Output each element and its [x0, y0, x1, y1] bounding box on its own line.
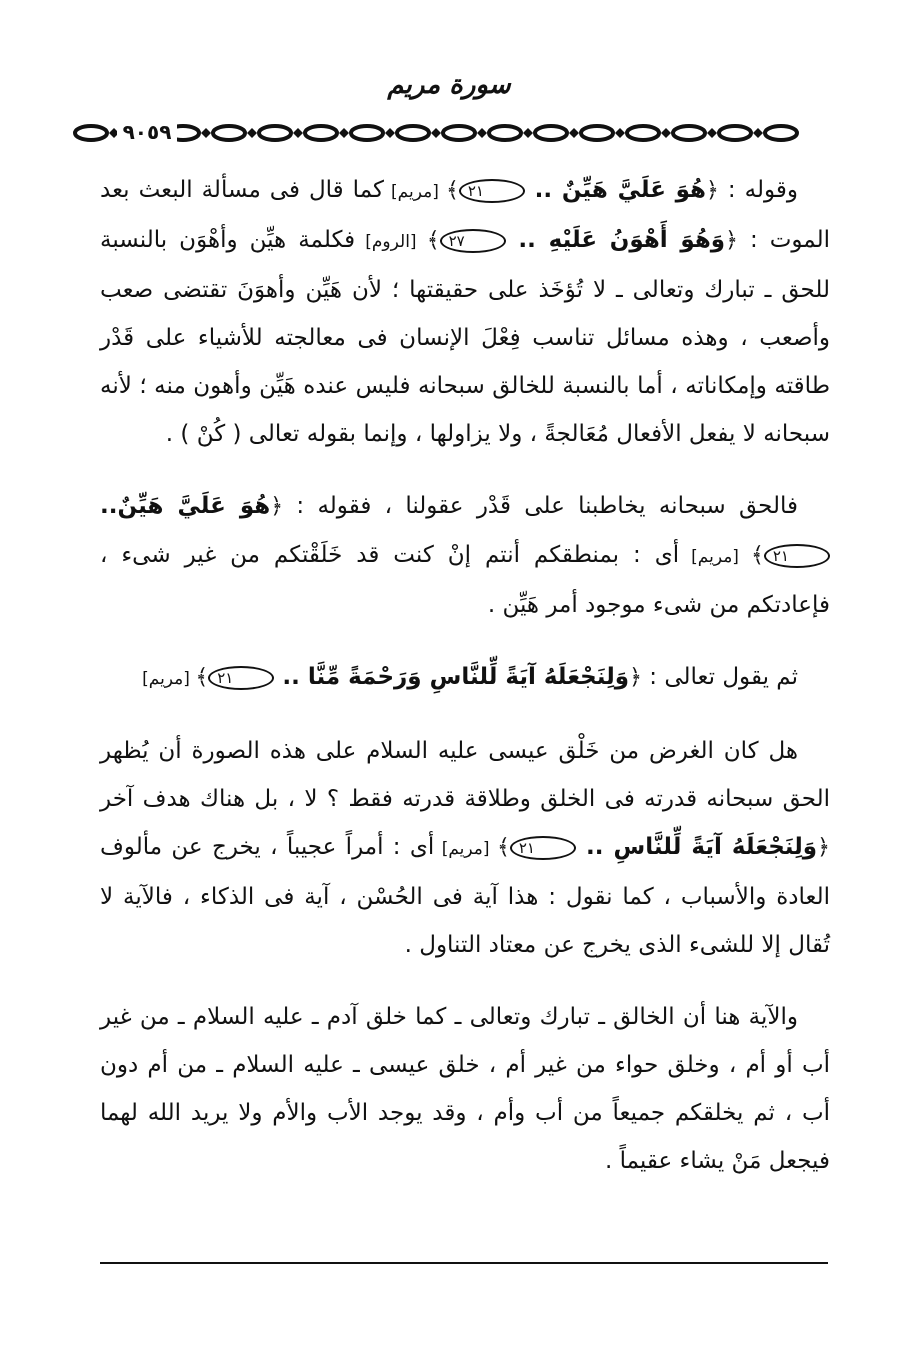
ornament-oval — [259, 126, 291, 140]
verse-bracket: ﴿ — [270, 494, 284, 519]
paragraph — [100, 653, 830, 703]
quran-verse: وَهُوَ أَهْوَنُ عَلَيْهِ .. — [505, 227, 726, 253]
text-segment: أى : أمراً عجيباً ، يخرج عن مألوف العادة والأسباب ، كما نقول : هذا آية فى الحُسْن ، آية فى الذكاء ، فالآية لا تُقال إلا للشىء الذى يخرج عن معتاد التناول . — [100, 834, 830, 958]
verse-bracket: ﴿ — [725, 228, 738, 253]
ornament-diamond — [661, 128, 671, 138]
ornament-oval — [305, 126, 337, 140]
ornament-diamond — [339, 128, 349, 138]
verse-bracket: ﴿ — [629, 665, 642, 690]
text-segment: أى : بمنطقكم أنتم إنْ كنت قد خَلَقْتكم من غير شىء ، فإعادتكم من شىء موجود أمر هَيِّن . — [100, 542, 830, 618]
verse-bracket: ﴾ — [750, 543, 764, 568]
surah-reference: [الروم] — [355, 232, 427, 252]
quran-verse: هُوَ عَلَيَّ هَيِّنٌ .. — [524, 177, 707, 203]
ornament-diamond — [477, 128, 487, 138]
ornament-diamond — [293, 128, 303, 138]
paragraph — [100, 993, 830, 1185]
verse-number: ٢١ — [208, 666, 274, 690]
text-segment: هل كان الغرض من خَلْق عيسى عليه السلام على هذه الصورة أن يُظهر الحق سبحانه قدرته فى الخلق وطلاقة قدرته فقط ؟ لا ، بل هناك هدف آخر — [100, 738, 830, 812]
verse-bracket: ﴿ — [817, 835, 830, 860]
page-number: ٩٠٥٩ — [117, 117, 177, 147]
ornament-oval — [213, 126, 245, 140]
body-text — [100, 166, 830, 1185]
footer-rule — [100, 1262, 828, 1264]
ornament-oval — [351, 126, 383, 140]
ornament-oval — [75, 126, 107, 140]
paragraph — [100, 482, 830, 629]
quran-verse: وَلِنَجْعَلَهُ آيَةً لِّلنَّاسِ وَرَحْمَةً مِّنَّا .. — [274, 664, 630, 690]
verse-number: ٢١ — [510, 836, 576, 860]
verse-number: ٢١ — [459, 179, 525, 203]
ornament-diamond — [707, 128, 717, 138]
ornament-diamond — [753, 128, 763, 138]
surah-reference: [مريم] — [142, 669, 196, 689]
ornament-diamond — [523, 128, 533, 138]
text-segment: وقوله : — [718, 177, 798, 203]
ornament-oval — [719, 126, 751, 140]
verse-bracket: ﴾ — [445, 178, 459, 203]
ornamental-border — [72, 120, 842, 146]
ornament-oval — [443, 126, 475, 140]
paragraph — [100, 166, 830, 458]
verse-bracket: ﴾ — [426, 228, 440, 253]
surah-reference: [مريم] — [434, 839, 497, 859]
verse-bracket: ﴾ — [496, 835, 510, 860]
ornament-diamond — [247, 128, 257, 138]
quran-verse: هُوَ عَلَيَّ هَيِّنٌ.. — [100, 493, 271, 519]
ornament-oval — [673, 126, 705, 140]
verse-bracket: ﴿ — [706, 178, 719, 203]
verse-number: ٢١ — [764, 544, 830, 568]
surah-reference: [مريم] — [679, 547, 751, 567]
text-segment: فالحق سبحانه يخاطبنا على قَدْر عقولنا ، فقوله : — [283, 493, 798, 519]
ornament-diamond — [385, 128, 395, 138]
paragraph — [100, 727, 830, 969]
surah-title: سورة مريم — [387, 70, 511, 100]
verse-bracket: ﴾ — [195, 665, 209, 690]
ornament-diamond — [431, 128, 441, 138]
ornament-oval — [535, 126, 567, 140]
quran-verse: وَلِنَجْعَلَهُ آيَةً لِّلنَّاسِ .. — [575, 834, 818, 860]
ornament-oval — [489, 126, 521, 140]
text-segment: فكلمة هيِّن وأهْوَن بالنسبة للحق ـ تبارك وتعالى ـ لا تُؤخَذ على حقيقتها ؛ لأن هَيِّن وأهوَنَ تقتضى صعب وأصعب ، وهذه مسائل تناسب فِعْلَ الإنسان فى معالجته للأشياء على قَدْر طاقته وإمكاناته ، أما بالنسبة للخالق سبحانه فليس عنده هَيِّن وأهون منه ؛ لأنه سبحانه لا يفعل الأفعال مُعَالجةً ، ولا يزاولها ، وإنما بقوله تعالى ( كُنْ ) . — [100, 227, 830, 447]
ornament-diamond — [615, 128, 625, 138]
surah-reference: [مريم] — [383, 182, 446, 202]
verse-number: ٢٧ — [440, 229, 506, 253]
ornament-oval — [397, 126, 429, 140]
ornament-oval — [765, 126, 797, 140]
ornament-oval — [581, 126, 613, 140]
ornament-oval — [627, 126, 659, 140]
text-segment: والآية هنا أن الخالق ـ تبارك وتعالى ـ كما خلق آدم ـ عليه السلام ـ من غير أب أو أم ، وخلق حواء من غير أم ، خلق عيسى ـ عليه السلام ـ من أم دون أب ، ثم يخلقكم جميعاً من أب وأم ، وقد يوجد الأب والأم ولا يريد الله لهما فيجعل مَنْ يشاء عقيماً . — [100, 1004, 830, 1174]
text-segment: كما قال فى مسألة البعث بعد الموت : — [100, 177, 830, 253]
text-segment: ثم يقول تعالى : — [641, 664, 798, 690]
ornament-diamond — [569, 128, 579, 138]
ornament-diamond — [201, 128, 211, 138]
